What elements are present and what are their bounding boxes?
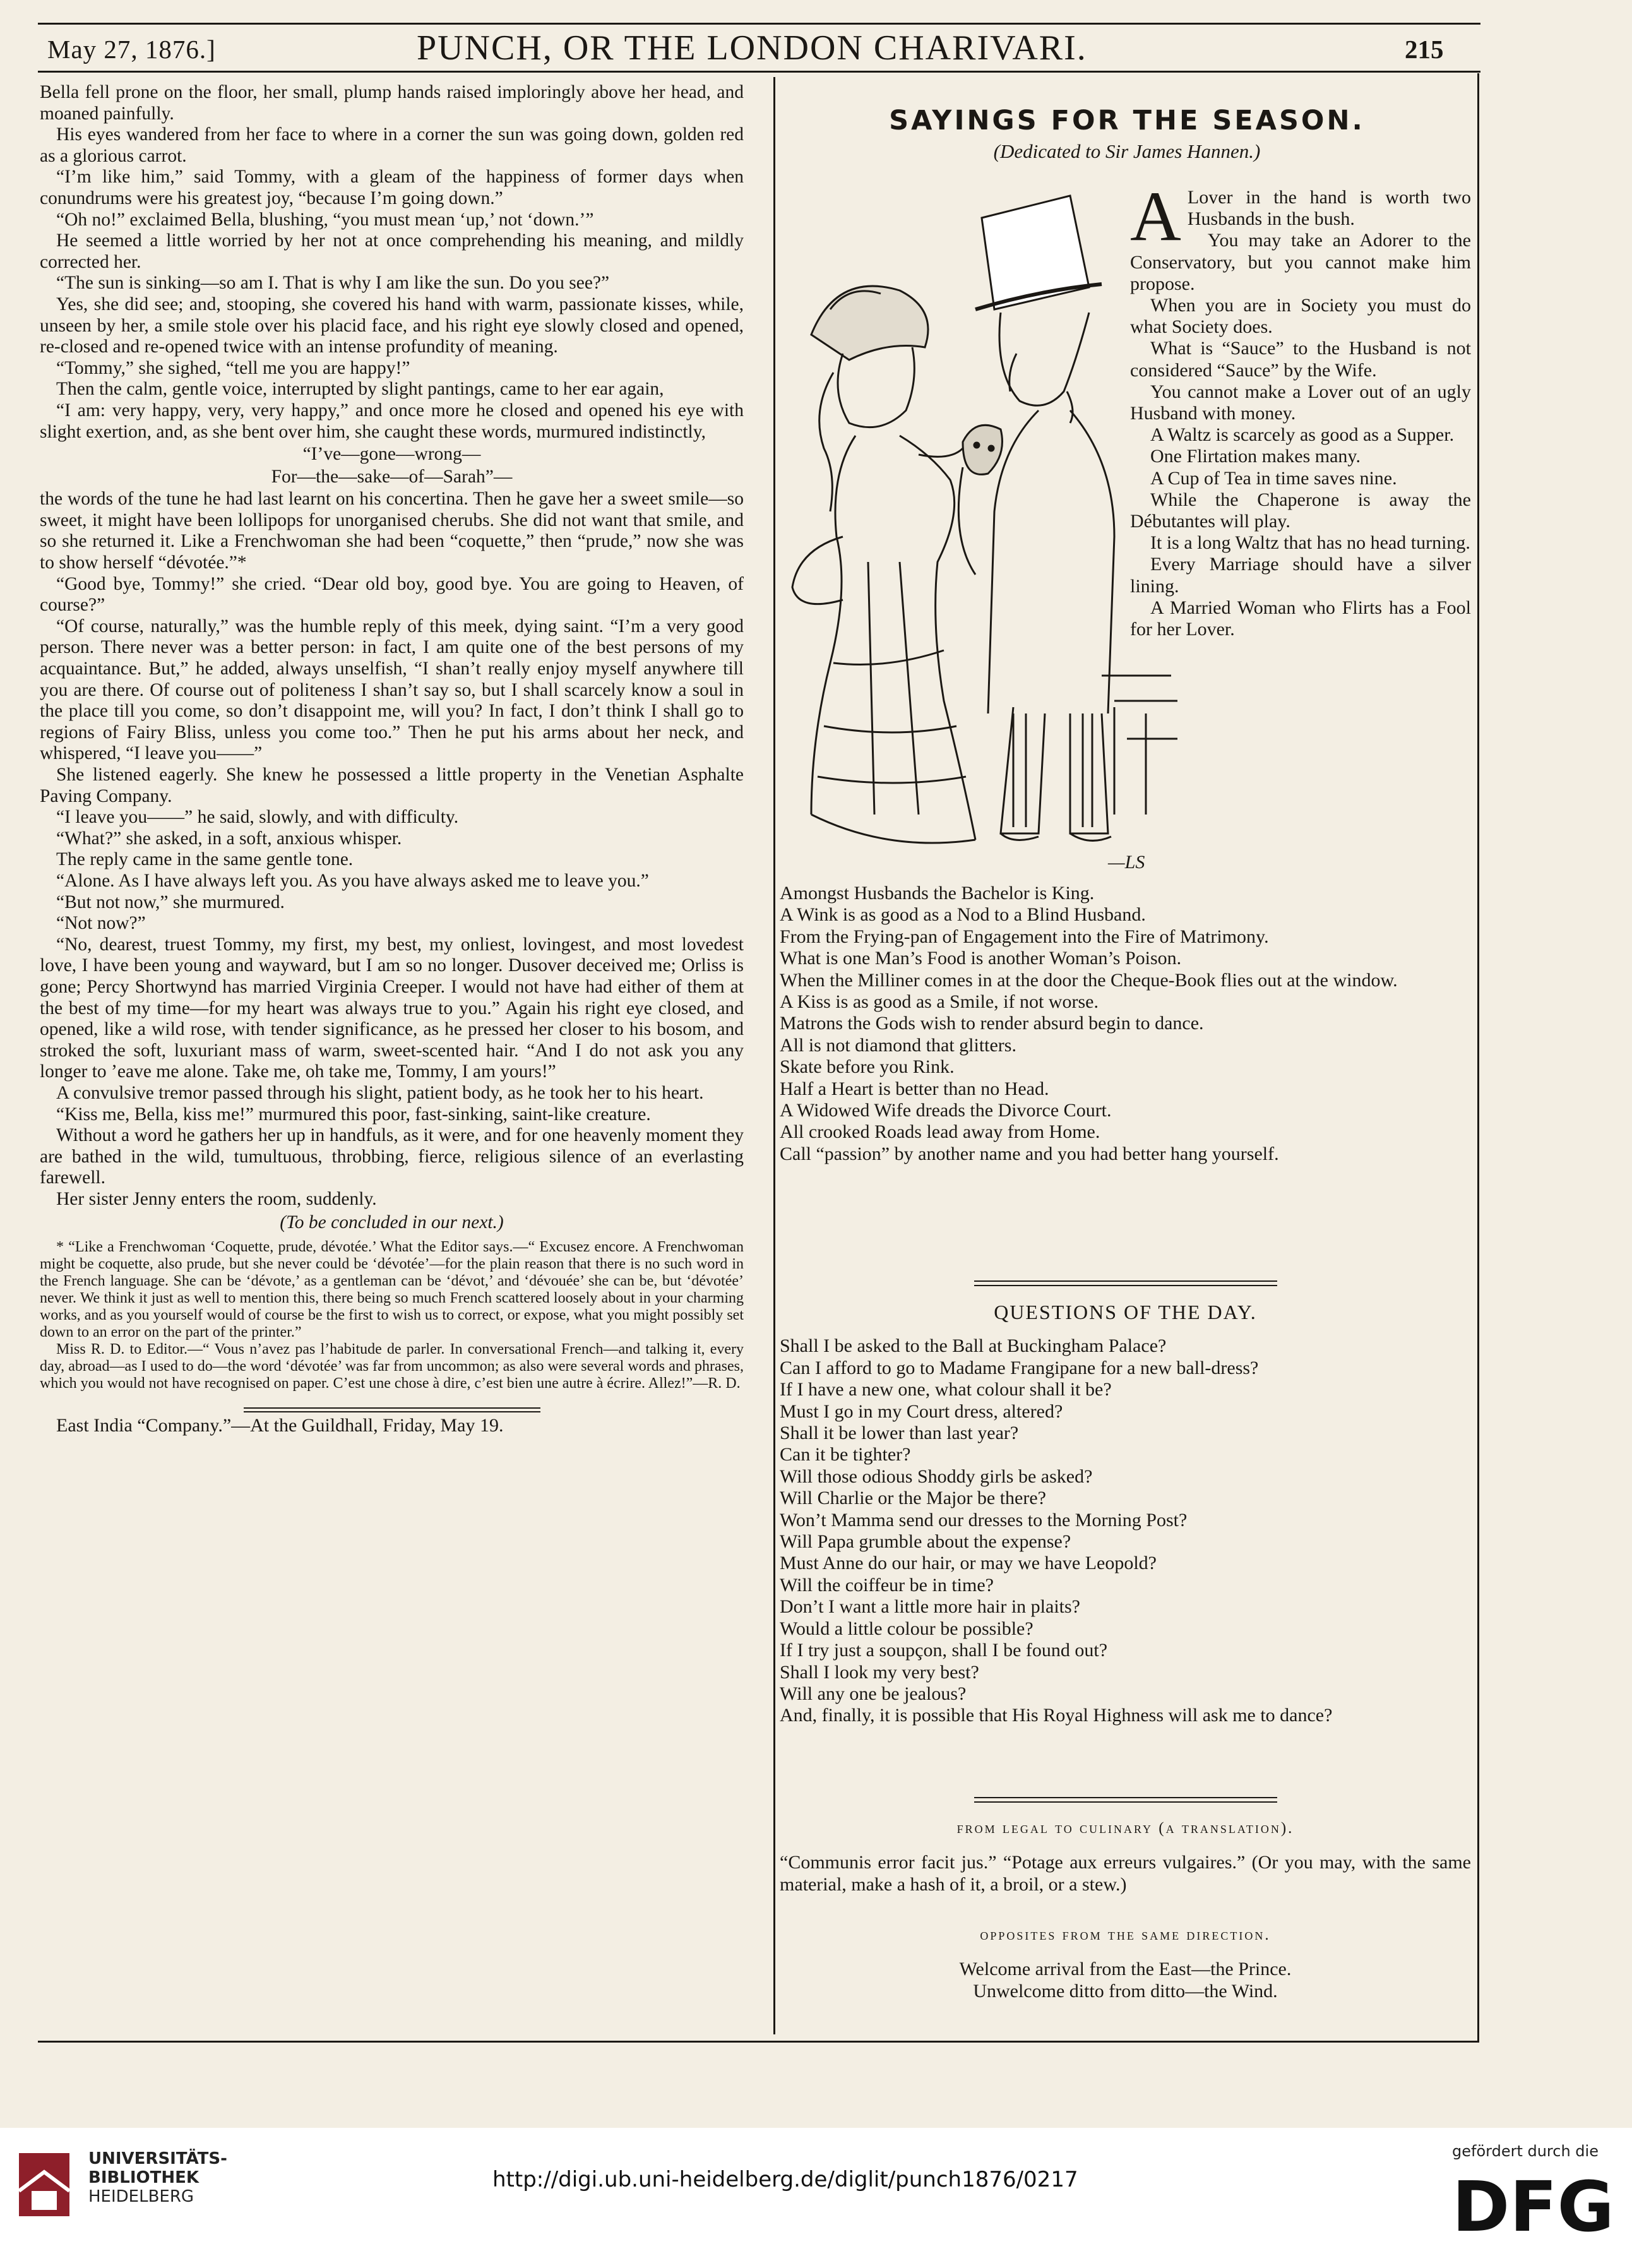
saying-entry: A Kiss is as good as a Smile, if not worse. bbox=[780, 991, 1099, 1013]
story-paragraph: “But not now,” she murmured. bbox=[56, 892, 285, 912]
opposites-title: opposites from the same direction. bbox=[980, 1926, 1271, 1943]
saying-entry: Half a Heart is better than no Head. bbox=[780, 1078, 1049, 1099]
story-paragraph: “Not now?” bbox=[56, 913, 146, 934]
opposites-line: Unwelcome ditto from ditto—the Wind. bbox=[973, 1980, 1278, 2002]
legal-title: from legal to culinary (a translation). bbox=[956, 1820, 1294, 1837]
saying-entry bbox=[1130, 177, 1471, 256]
story-paragraph: He seemed a little worried by her not at once comprehending his meaning, and mildly corrected her. bbox=[40, 230, 744, 272]
story-paragraph: She listened eagerly. She knew he possessed a little property in the Venetian Asphalte Paving Company. bbox=[40, 765, 744, 806]
story-paragraph: “Kiss me, Bella, kiss me!” murmured this poor, fast-sinking, saint-like creature. bbox=[56, 1104, 651, 1125]
saying-entry: What is “Sauce” to the Husband is not considered “Sauce” by the Wife. bbox=[1130, 338, 1471, 381]
story-paragraph: “Tommy,” she sighed, “tell me you are happy!” bbox=[56, 357, 410, 378]
question-entry: Shall it be lower than last year? bbox=[780, 1423, 1019, 1444]
library-name bbox=[88, 2149, 227, 2206]
question-entry: If I try just a soupçon, shall I be found out? bbox=[780, 1640, 1108, 1661]
cartoon-signature: —LS bbox=[1108, 852, 1145, 873]
saying-entry: When you are in Society you must do what Society does. bbox=[1130, 295, 1471, 338]
story-paragraph: Bella fell prone on the floor, her small, plump hands raised imploringly above her head, and moaned painfully. bbox=[40, 82, 744, 124]
saying-entry: From the Frying-pan of Engagement into the Fire of Matrimony. bbox=[780, 926, 1269, 947]
header-bottom-rule bbox=[38, 71, 1480, 73]
story-column bbox=[40, 82, 744, 1436]
story-paragraph: His eyes wandered from her face to where in a corner the sun was going down, golden red as a glorious carrot. bbox=[40, 124, 744, 166]
scan-footer bbox=[0, 2128, 1632, 2268]
question-entry: Will Charlie or the Major be there? bbox=[780, 1488, 1046, 1509]
question-entry: Will any one be jealous? bbox=[780, 1683, 967, 1704]
funder-wordmark: DFG bbox=[1452, 2166, 1614, 2240]
masthead-title: PUNCH, OR THE LONDON CHARIVARI. bbox=[417, 28, 1087, 68]
story-paragraph: Her sister Jenny enters the room, suddenly. bbox=[56, 1188, 377, 1209]
saying-entry: You cannot make a Lover out of an ugly Husband with money. bbox=[1130, 381, 1471, 424]
saying-entry: All is not diamond that glitters. bbox=[780, 1034, 1016, 1056]
story-paragraph: Without a word he gathers her up in handfuls, as it were, and for one heavenly moment they are bathed in the wild, tumultuous, throbbing, fierce, religious silence of an everlasting farewell. bbox=[40, 1125, 744, 1188]
saying-entry: It is a long Waltz that has no head turning. bbox=[1150, 532, 1470, 554]
question-entry: If I have a new one, what colour shall it be? bbox=[780, 1379, 1112, 1400]
saying-entry: Skate before you Rink. bbox=[780, 1056, 955, 1078]
footnote: Miss R. D. to Editor.—“ Vous n’avez pas l’habitude de parler. In conversational French—and talking it, every day, abroad—as I used to do—the word ‘dévotée’ was far from uncommon; as also were several words and phrases, which you would not have recognised on paper. C’est une chose à dire, c’est bien une autre à écrire. Allez!”—R. D. bbox=[40, 1341, 744, 1392]
saying-entry: Every Marriage should have a silver lining. bbox=[1130, 554, 1471, 597]
to-be-concluded: (To be concluded in our next.) bbox=[280, 1212, 504, 1233]
question-entry: Don’t I want a little more hair in plaits? bbox=[780, 1596, 1080, 1618]
saying-entry: Call “passion” by another name and you had better hang yourself. bbox=[780, 1143, 1279, 1164]
library-name-line: HEIDELBERG bbox=[88, 2187, 194, 2206]
story-paragraph: “Alone. As I have always left you. As you have always asked me to leave you.” bbox=[56, 870, 649, 891]
section-rule bbox=[974, 1797, 1277, 1803]
saying-entry: A Wink is as good as a Nod to a Blind Husband. bbox=[780, 904, 1146, 926]
library-name-line: BIBLIOTHEK bbox=[88, 2168, 200, 2187]
legal-text: “Communis error facit jus.” “Potage aux erreurs vulgaires.” (Or you may, with the same material, make a hash of it, a broil, or a stew.) bbox=[780, 1852, 1471, 1895]
question-entry: Will the coiffeur be in time? bbox=[780, 1574, 994, 1596]
story-paragraph: “No, dearest, truest Tommy, my first, my best, my onliest, lovingest, and most lovedest love, I have been young and wayward, but I am so no longer. Dusover deceived me; Orliss is gone; Percy Shortwynd has married Virginia Creeper. I would not have had either of them at the best of my time—for my heart was always true to you.” Again his right eye closed, and opened, like a wild rose, with tender significance, as he pressed her closer to his bosom, and stroked the soft, luxuriant mass of warm, sweet-scented hair. “And I do not ask you any longer to ’eave me alone. Take me, oh take me, Tommy, I am yours!” bbox=[40, 934, 744, 1082]
page-number: 215 bbox=[1405, 35, 1444, 64]
saying-entry: You may take an Adorer to the Conservatory, but you cannot make him propose. bbox=[1130, 230, 1471, 294]
story-paragraph: Then the calm, gentle voice, interrupted by slight pantings, came to her ear again, bbox=[56, 379, 664, 400]
story-paragraph: “Good bye, Tommy!” she cried. “Dear old boy, good bye. You are going to Heaven, of course?” bbox=[40, 573, 744, 616]
saying-entry: What is one Man’s Food is another Woman’s Poison. bbox=[780, 948, 1182, 969]
saying-entry: While the Chaperone is away the Débutantes will play. bbox=[1130, 489, 1471, 532]
saying-entry: A Married Woman who Flirts has a Fool for her Lover. bbox=[1130, 597, 1471, 640]
saying-entry: All crooked Roads lead away from Home. bbox=[780, 1121, 1100, 1143]
source-url[interactable]: http://digi.ub.uni-heidelberg.de/diglit/punch1876/0217 bbox=[492, 2167, 1078, 2192]
story-paragraph: “I leave you——” he said, slowly, and with difficulty. bbox=[56, 807, 459, 828]
drop-cap: A bbox=[1130, 177, 1181, 256]
funded-by-label: gefördert durch die bbox=[1452, 2142, 1599, 2160]
saying-text: Lover in the hand is worth two Husbands in the bush. bbox=[1187, 187, 1471, 230]
dfg-logo-icon bbox=[1452, 2164, 1623, 2240]
song-line: For—the—sake—of—Sarah”— bbox=[271, 466, 513, 487]
opposites-section bbox=[780, 1925, 1471, 2002]
questions-section bbox=[780, 1269, 1471, 1727]
opposites-line: Welcome arrival from the East—the Prince. bbox=[959, 1959, 1292, 1980]
story-paragraph: the words of the tune he had last learnt on his concertina. Then he gave her a sweet smile—so sweet, it might have been lollipops for unorganised cherubs. She did not want that smile, and so she returned it. Like a Frenchwoman she had been “coquette,” then “prude,” now she was to show herself “dévotée.”* bbox=[40, 489, 744, 573]
section-rule bbox=[974, 1280, 1277, 1286]
university-logo-icon bbox=[13, 2147, 76, 2223]
cartoon-illustration bbox=[773, 183, 1177, 878]
story-paragraph: “Of course, naturally,” was the humble reply of this meek, dying saint. “I’m a very good person. There never was a better person: in fact, I am quite one of the best persons of my acquaintance. But,” he added, always unselfish, “I shan’t really enjoy myself anywhere till you are there. Of course out of politeness I shan’t say so, but I shall scarcely know a soul in the place till you come, so don’t disappoint me, will you? In fact, I don’t think I shall go to regions of Fairy Bliss, unless you come too.” Then he put his arms about her neck, and whispered, “I leave you——” bbox=[40, 616, 744, 764]
question-entry: Will those odious Shoddy girls be asked? bbox=[780, 1465, 1093, 1487]
saying-entry: Amongst Husbands the Bachelor is King. bbox=[780, 883, 1095, 904]
story-paragraph: “Oh no!” exclaimed Bella, blushing, “you must mean ‘up,’ not ‘down.’” bbox=[56, 209, 594, 230]
sayings-dedication: (Dedicated to Sir James Hannen.) bbox=[993, 140, 1261, 162]
saying-entry: A Widowed Wife dreads the Divorce Court. bbox=[780, 1100, 1112, 1121]
saying-entry: One Flirtation makes many. bbox=[1150, 446, 1361, 467]
question-entry: Shall I be asked to the Ball at Buckingham Palace? bbox=[780, 1335, 1167, 1357]
question-entry: Can it be tighter? bbox=[780, 1444, 911, 1465]
header-top-rule bbox=[38, 23, 1480, 25]
story-paragraph: Yes, she did see; and, stooping, she covered his hand with warm, passionate kisses, while, unseen by her, a smile stole over his placid face, and his right eye slowly closed and opened, re-closed and re-opened twice with an intense profundity of meaning. bbox=[40, 294, 744, 357]
sayings-side-list bbox=[1130, 177, 1471, 640]
question-entry: Will Papa grumble about the expense? bbox=[780, 1531, 1071, 1553]
question-entry: Shall I look my very best? bbox=[780, 1661, 979, 1683]
question-entry: Must I go in my Court dress, altered? bbox=[780, 1400, 1063, 1422]
question-entry: And, finally, it is possible that His Royal Highness will ask me to dance? bbox=[780, 1705, 1333, 1726]
east-india-notice: East India “Company.”—At the Guildhall, Friday, May 19. bbox=[56, 1415, 504, 1436]
question-entry: Would a little colour be possible? bbox=[780, 1618, 1033, 1639]
story-paragraph: “The sun is sinking—so am I. That is why I am like the sun. Do you see?” bbox=[56, 273, 610, 294]
sayings-list bbox=[780, 883, 1471, 1165]
footnotes bbox=[40, 1239, 744, 1392]
question-entry: Must Anne do our hair, or may we have Leopold? bbox=[780, 1553, 1157, 1574]
saying-entry: A Cup of Tea in time saves nine. bbox=[1150, 467, 1397, 489]
saying-entry: Matrons the Gods wish to render absurd begin to dance. bbox=[780, 1013, 1204, 1034]
questions-title: QUESTIONS OF THE DAY. bbox=[994, 1301, 1257, 1323]
song-line: “I’ve—gone—wrong— bbox=[302, 444, 481, 465]
story-paragraph: “I’m like him,” said Tommy, with a gleam of the happiness of former days when conundrums were his greatest joy, “because I’m going down.” bbox=[40, 167, 744, 208]
story-paragraph: “I am: very happy, very, very happy,” and once more he closed and opened his eye with slight exertion, and, as she bent over him, she caught these words, murmured indistinctly, bbox=[40, 400, 744, 442]
library-name-line: UNIVERSITÄTS- bbox=[88, 2149, 227, 2168]
story-paragraph: “What?” she asked, in a soft, anxious whisper. bbox=[56, 828, 402, 849]
sayings-title: SAYINGS FOR THE SEASON. bbox=[889, 105, 1365, 136]
story-paragraph: A convulsive tremor passed through his slight, patient body, as he took her to his heart. bbox=[56, 1082, 704, 1103]
saying-entry: When the Milliner comes in at the door the Cheque-Book flies out at the window. bbox=[780, 969, 1398, 991]
section-rule bbox=[244, 1407, 540, 1412]
question-entry: Can I afford to go to Madame Frangipane for a new ball-dress? bbox=[780, 1357, 1259, 1378]
legal-culinary-section bbox=[780, 1786, 1471, 1895]
saying-entry: A Waltz is scarcely as good as a Supper. bbox=[1150, 424, 1455, 446]
question-entry: Won’t Mamma send our dresses to the Morning Post? bbox=[780, 1509, 1188, 1531]
footnote: * “Like a Frenchwoman ‘Coquette, prude, dévotée.’ What the Editor says.—“ Excusez encore. A Frenchwoman might be coquette, also prude, but she never could be ‘dévotée’—for the plain reason that there is no such word in the French language. She can be ‘dévote,’ as a gentleman can be ‘dévot,’ and ‘dévouée’ she can be, but ‘dévotée’ never. We think it just as well to mention this, there being so much French scattered loosely about in your charming works, and as you yourself would of course be the first to wish us to correct, or expose, what you might possibly set down to an error on the part of the printer.” bbox=[40, 1239, 744, 1341]
story-paragraph: The reply came in the same gentle tone. bbox=[56, 849, 354, 870]
issue-date: May 27, 1876.] bbox=[47, 35, 216, 64]
